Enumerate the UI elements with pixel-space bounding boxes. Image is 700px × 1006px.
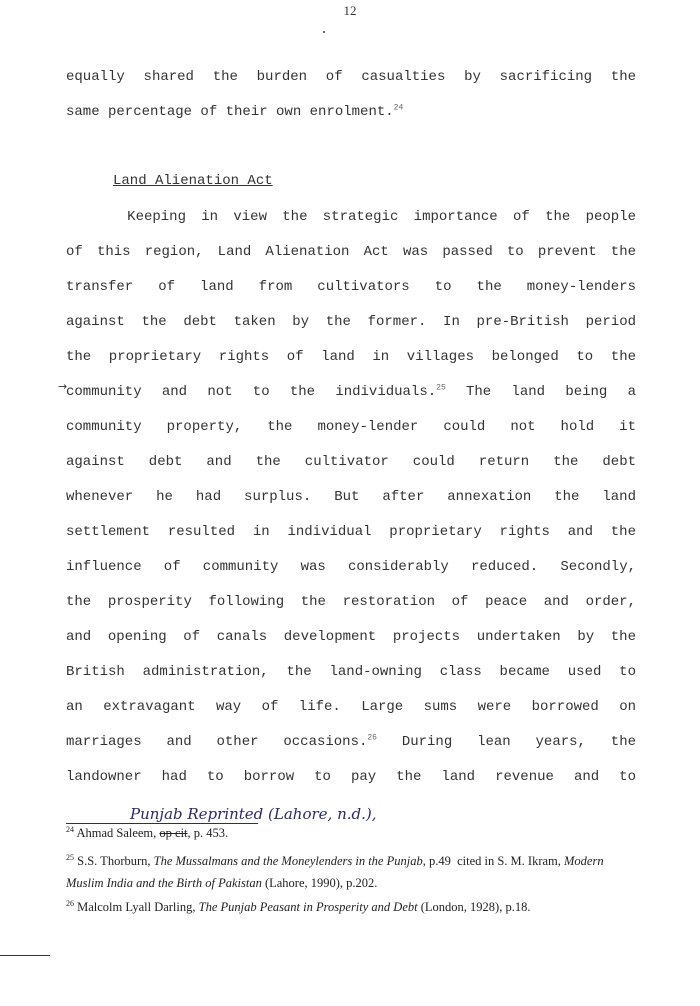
footnote-reference: 25 <box>436 383 446 393</box>
text-line <box>66 382 636 402</box>
text-line-content: same percentage of their own enrolment. <box>66 104 394 120</box>
footnote-rule <box>66 823 258 824</box>
text-line-content: community property, the money-lender could not hold it <box>66 419 636 435</box>
text-line-content: the proprietary rights of land in villages belonged to the <box>66 349 636 365</box>
footnote-reference: 26 <box>367 733 377 743</box>
footnote-text: (London, 1928), p.18. <box>417 900 531 914</box>
text-line-content: landowner had to borrow to pay the land revenue and to <box>66 769 636 785</box>
footnote-text: S.S. Thorburn, <box>77 854 154 868</box>
footnote-text: Ahmad Saleem, <box>76 826 160 840</box>
text-line-continuation: The land being a <box>445 384 636 400</box>
footnote-text: op cit <box>159 826 188 840</box>
scan-speck <box>323 31 325 33</box>
text-line <box>66 522 636 542</box>
text-line <box>66 767 636 787</box>
text-line-content: British administration, the land-owning class became used to <box>66 664 636 680</box>
footnote-number: 24 <box>66 824 74 834</box>
footnote-text: , p.49 cited in S. M. Ikram, <box>422 854 565 868</box>
footnote-reference: 24 <box>393 103 404 113</box>
text-line-content: whenever he had surplus. But after annexation the land <box>66 489 636 505</box>
footnote <box>66 825 228 841</box>
text-line-content: community and not to the individuals. <box>66 384 437 400</box>
text-line-content: and opening of canals development projects undertaken by the <box>66 629 636 645</box>
text-line <box>66 277 636 297</box>
text-line <box>66 347 636 367</box>
text-line-content: of this region, Land Alienation Act was passed to prevent the <box>66 244 636 260</box>
text-line <box>66 697 636 717</box>
text-line-content: the prosperity following the restoration of peace and order, <box>66 594 636 610</box>
text-line <box>66 312 636 332</box>
footnote-text: The Mussalmans and the Moneylenders in the Punjab <box>153 854 423 868</box>
text-line <box>66 592 636 612</box>
text-line-content: settlement resulted in individual proprietary rights and the <box>66 524 636 540</box>
footnote-text: (Lahore, 1990), p.202. <box>261 876 378 890</box>
page-edge-mark <box>0 955 50 956</box>
text-line-continuation: During lean years, the <box>376 734 636 750</box>
footnote-number: 25 <box>66 852 74 862</box>
section-heading: Land Alienation Act <box>113 173 273 189</box>
margin-arrow-mark: → <box>58 380 68 393</box>
text-line-content: equally shared the burden of casualties by sacrificing the <box>66 69 636 85</box>
text-line-content: Keeping in view the strategic importance of the people <box>66 209 636 225</box>
text-line-content: transfer of land from cultivators to the money-lenders <box>66 279 636 295</box>
text-line-content: against the debt taken by the former. In pre-British period <box>66 314 636 330</box>
footnote-number: 26 <box>66 898 74 908</box>
footnote-text: , p. 453. <box>187 826 229 840</box>
text-line <box>66 102 636 122</box>
text-line <box>66 732 636 752</box>
footnote-text: Modern <box>564 854 604 868</box>
text-line <box>66 627 636 647</box>
footnote <box>66 875 377 891</box>
text-line <box>66 67 636 87</box>
text-line-content: influence of community was considerably reduced. Secondly, <box>66 559 636 575</box>
footnote-text: Muslim India and the Birth of Pakistan <box>66 876 262 890</box>
text-line <box>66 207 636 227</box>
handwritten-note: Punjab Reprinted (Lahore, n.d.), <box>130 805 377 823</box>
footnote-text: Malcolm Lyall Darling, <box>77 900 199 914</box>
text-line <box>66 557 636 577</box>
text-line <box>66 452 636 472</box>
text-line <box>66 487 636 507</box>
text-line <box>66 242 636 262</box>
text-line-content: marriages and other occasions. <box>66 734 368 750</box>
text-line <box>66 417 636 437</box>
footnote <box>66 899 530 915</box>
footnote <box>66 853 604 869</box>
footnote-text: The Punjab Peasant in Prosperity and Debt <box>198 900 418 914</box>
text-line-content: an extravagant way of life. Large sums were borrowed on <box>66 699 636 715</box>
text-line-content: against debt and the cultivator could return the debt <box>66 454 636 470</box>
page-number: 12 <box>343 3 357 18</box>
text-line <box>66 662 636 682</box>
